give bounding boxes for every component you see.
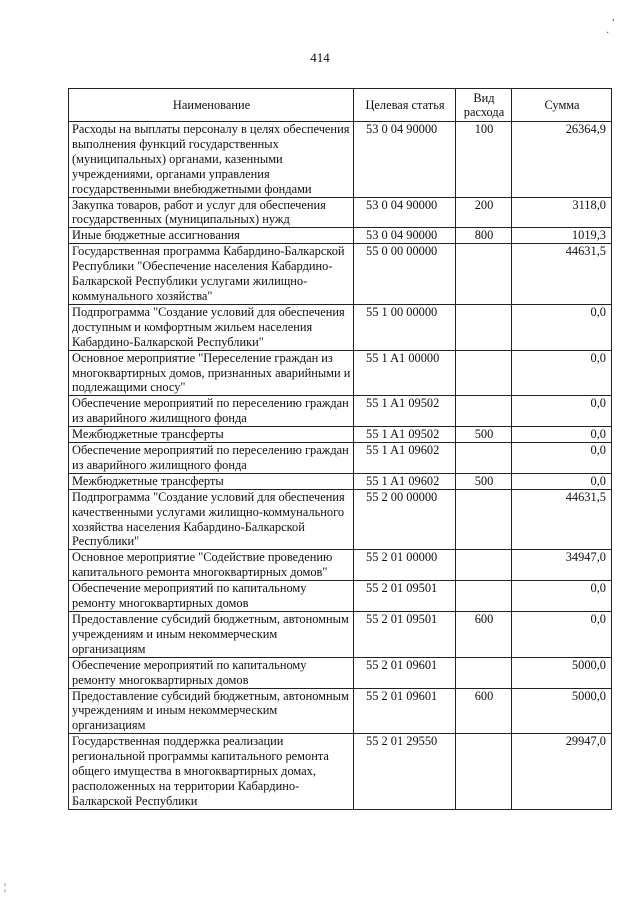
cell-sum: 3118,0 (512, 197, 612, 228)
table-row (69, 657, 612, 688)
cell-name: Предоставление субсидий бюджетным, автономным учреждениям и иным некоммерческим организациям (69, 688, 354, 734)
header-code: Целевая статья (354, 89, 456, 122)
cell-type (456, 734, 512, 810)
cell-type (456, 244, 512, 305)
table-row (69, 228, 612, 244)
table-body (69, 122, 612, 810)
cell-type (456, 550, 512, 581)
table-row (69, 550, 612, 581)
cell-name: Основное мероприятие "Содействие проведению капитального ремонта многоквартирных домов" (69, 550, 354, 581)
cell-sum: 0,0 (512, 350, 612, 396)
cell-name: Расходы на выплаты персоналу в целях обеспечения выполнения функций государственных (муниципальных) органами, казенными учреждениями, органами управления государственными внебюджетными фондами (69, 122, 354, 198)
cell-code: 55 1 A1 00000 (354, 350, 456, 396)
cell-type: 100 (456, 122, 512, 198)
cell-type (456, 396, 512, 427)
cell-type: 800 (456, 228, 512, 244)
cell-type (456, 304, 512, 350)
cell-sum: 44631,5 (512, 244, 612, 305)
cell-type (456, 350, 512, 396)
cell-code: 55 2 01 09601 (354, 688, 456, 734)
table-row (69, 489, 612, 550)
cell-code: 55 1 00 00000 (354, 304, 456, 350)
cell-name: Подпрограмма "Создание условий для обеспечения качественными услугами жилищно-коммунального хозяйства населения Кабардино-Балкарской Республики" (69, 489, 354, 550)
header-type: Вид расхода (456, 89, 512, 122)
table-row (69, 244, 612, 305)
cell-code: 53 0 04 90000 (354, 122, 456, 198)
cell-code: 55 2 01 00000 (354, 550, 456, 581)
cell-sum: 34947,0 (512, 550, 612, 581)
cell-name: Иные бюджетные ассигнования (69, 228, 354, 244)
cell-name: Государственная поддержка реализации региональной программы капитального ремонта общего имущества в многоквартирных домах, расположенных на территории Кабардино-Балкарской Республики (69, 734, 354, 810)
cell-name: Предоставление субсидий бюджетным, автономным учреждениям и иным некоммерческим организациям (69, 612, 354, 658)
table-row (69, 612, 612, 658)
cell-type (456, 443, 512, 474)
cell-name: Обеспечение мероприятий по капитальному ремонту многоквартирных домов (69, 581, 354, 612)
table-row (69, 427, 612, 443)
table-header-row (69, 89, 612, 122)
cell-name: Закупка товаров, работ и услуг для обеспечения государственных (муниципальных) нужд (69, 197, 354, 228)
scan-mark: , (612, 12, 615, 23)
cell-sum: 0,0 (512, 443, 612, 474)
cell-type (456, 489, 512, 550)
cell-sum: 29947,0 (512, 734, 612, 810)
cell-sum: 5000,0 (512, 688, 612, 734)
cell-type: 600 (456, 612, 512, 658)
cell-type: 500 (456, 473, 512, 489)
table-row (69, 688, 612, 734)
cell-sum: 0,0 (512, 304, 612, 350)
header-sum: Сумма (512, 89, 612, 122)
table-row (69, 581, 612, 612)
table-row (69, 304, 612, 350)
cell-sum: 0,0 (512, 612, 612, 658)
cell-type: 200 (456, 197, 512, 228)
table-row (69, 350, 612, 396)
cell-sum: 0,0 (512, 581, 612, 612)
cell-code: 55 2 01 09501 (354, 581, 456, 612)
cell-sum: 0,0 (512, 473, 612, 489)
cell-sum: 5000,0 (512, 657, 612, 688)
cell-code: 55 2 00 00000 (354, 489, 456, 550)
cell-type: 500 (456, 427, 512, 443)
table-row (69, 734, 612, 810)
cell-sum: 44631,5 (512, 489, 612, 550)
cell-sum: 26364,9 (512, 122, 612, 198)
page-number: 414 (310, 50, 330, 65)
cell-code: 55 0 00 00000 (354, 244, 456, 305)
cell-name: Межбюджетные трансферты (69, 427, 354, 443)
cell-code: 53 0 04 90000 (354, 228, 456, 244)
cell-name: Обеспечение мероприятий по переселению граждан из аварийного жилищного фонда (69, 443, 354, 474)
cell-code: 55 2 01 09501 (354, 612, 456, 658)
cell-name: Межбюджетные трансферты (69, 473, 354, 489)
cell-sum: 1019,3 (512, 228, 612, 244)
table-row (69, 197, 612, 228)
table-row (69, 396, 612, 427)
table-row (69, 473, 612, 489)
cell-code: 53 0 04 90000 (354, 197, 456, 228)
cell-code: 55 2 01 29550 (354, 734, 456, 810)
cell-code: 55 1 A1 09502 (354, 427, 456, 443)
cell-type (456, 657, 512, 688)
cell-code: 55 1 A1 09602 (354, 473, 456, 489)
cell-code: 55 1 A1 09602 (354, 443, 456, 474)
scan-mark: · (606, 28, 610, 39)
scan-mark: ¦ (4, 882, 7, 893)
cell-type: 600 (456, 688, 512, 734)
expenditure-table (68, 88, 612, 810)
cell-name: Подпрограмма "Создание условий для обеспечения доступным и комфортным жильем населения Кабардино-Балкарской Республики" (69, 304, 354, 350)
cell-sum: 0,0 (512, 396, 612, 427)
cell-name: Государственная программа Кабардино-Балкарской Республики "Обеспечение населения Кабардино-Балкарской Республики услугами жилищно-коммунального хозяйства" (69, 244, 354, 305)
cell-name: Обеспечение мероприятий по капитальному ремонту многоквартирных домов (69, 657, 354, 688)
cell-sum: 0,0 (512, 427, 612, 443)
table-row (69, 443, 612, 474)
header-name: Наименование (69, 89, 354, 122)
cell-code: 55 2 01 09601 (354, 657, 456, 688)
cell-type (456, 581, 512, 612)
cell-code: 55 1 A1 09502 (354, 396, 456, 427)
cell-name: Основное мероприятие "Переселение граждан из многоквартирных домов, признанных аварийными и подлежащими сносу" (69, 350, 354, 396)
cell-name: Обеспечение мероприятий по переселению граждан из аварийного жилищного фонда (69, 396, 354, 427)
table-row (69, 122, 612, 198)
